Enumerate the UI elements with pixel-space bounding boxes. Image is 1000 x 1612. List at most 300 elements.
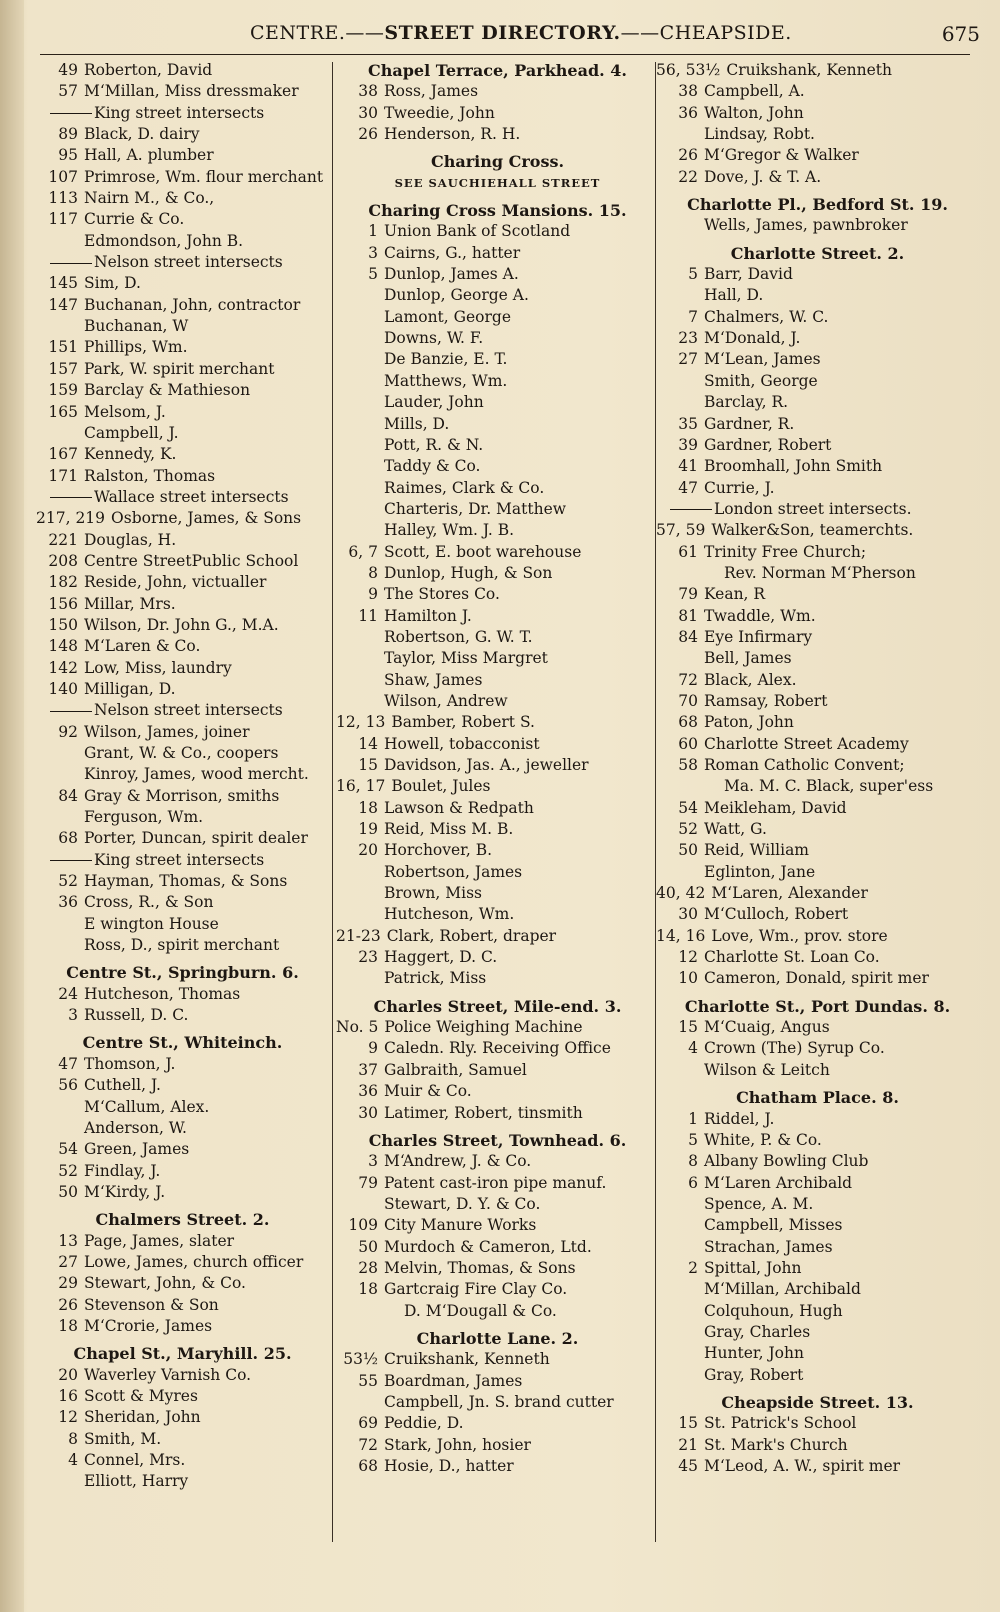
directory-entry [340, 392, 655, 413]
entry-name: Galbraith, Samuel [384, 1060, 527, 1079]
entry-name: Osborne, James, & Sons [111, 509, 302, 528]
directory-entry [40, 551, 325, 572]
directory-entry [40, 316, 325, 337]
entry-name: Halley, Wm. J. B. [384, 521, 515, 540]
house-number: 70 [678, 691, 698, 710]
entry-name: Barclay, R. [704, 393, 789, 412]
directory-entry [660, 456, 975, 477]
directory-entry [340, 1349, 655, 1370]
entry-name: City Manure Works [384, 1216, 537, 1235]
house-number: 14 [358, 734, 378, 753]
house-number: 28 [358, 1258, 378, 1277]
directory-entry [40, 1118, 325, 1139]
entry-name: Smith, George [704, 371, 818, 390]
directory-entry [340, 840, 655, 861]
directory-entry [336, 712, 655, 733]
house-number: 52 [58, 872, 78, 891]
entry-name: Eglinton, Jane [704, 862, 816, 881]
directory-entry [40, 764, 325, 785]
entry-name: Matthews, Wm. [384, 371, 508, 390]
directory-entry [340, 1081, 655, 1102]
entry-name: Bell, James [704, 649, 792, 668]
house-number: 61 [678, 542, 698, 561]
directory-entry [40, 594, 325, 615]
directory-entry [40, 892, 325, 913]
directory-entry [660, 392, 975, 413]
directory-entry [340, 371, 655, 392]
house-number: 15 [678, 1018, 698, 1037]
directory-entry [660, 755, 975, 776]
entry-name: Ma. M. C. Black, super'ess [724, 777, 934, 796]
house-number: 9 [368, 585, 378, 604]
intersect-line [40, 850, 325, 871]
directory-entry [40, 935, 325, 956]
entry-name: Scott & Myres [84, 1386, 198, 1405]
intersect-line [40, 252, 325, 273]
entry-name: White, P. & Co. [704, 1130, 822, 1149]
directory-entry [340, 1237, 655, 1258]
directory-entry [340, 1215, 655, 1236]
directory-entry [40, 273, 325, 294]
directory-entry [40, 359, 325, 380]
directory-entry [660, 1322, 975, 1343]
directory-entry [40, 1252, 325, 1273]
entry-name: De Banzie, E. T. [384, 350, 508, 369]
entry-name: Raimes, Clark & Co. [384, 478, 545, 497]
house-number: 24 [58, 984, 78, 1003]
directory-entry [40, 984, 325, 1005]
entry-name: M‘Leod, A. W., spirit mer [704, 1457, 901, 1475]
entry-name: Campbell, Jn. S. brand cutter [384, 1392, 614, 1411]
directory-entry [660, 670, 975, 691]
entry-name: Horchover, B. [384, 841, 493, 860]
entry-name: Eye Infirmary [704, 627, 813, 646]
house-number: 53½ [343, 1350, 378, 1369]
book-gutter [0, 0, 24, 1612]
entry-name: Sim, D. [84, 274, 141, 293]
directory-entry [340, 947, 655, 968]
header-right: CHEAPSIDE. [659, 22, 792, 44]
directory-entry [660, 145, 975, 166]
house-number: 113 [48, 189, 78, 208]
entry-name: Meikleham, David [704, 798, 847, 817]
directory-entry [660, 1365, 975, 1386]
directory-entry [660, 862, 975, 883]
house-number: 2 [688, 1258, 698, 1277]
house-number: 30 [678, 905, 698, 924]
house-number: 37 [358, 1060, 378, 1079]
entry-name: Ross, D., spirit merchant [84, 936, 280, 955]
directory-entry [340, 456, 655, 477]
house-number: 148 [48, 637, 78, 656]
house-number: 182 [48, 573, 78, 592]
entry-name: Cruikshank, Kenneth [384, 1350, 550, 1369]
entry-name: Wilson, Dr. John G., M.A. [84, 615, 279, 634]
house-number: 7 [688, 307, 698, 326]
house-number: 117 [48, 210, 78, 229]
entry-name: Patrick, Miss [384, 969, 487, 988]
entry-name: Waverley Varnish Co. [84, 1365, 252, 1384]
street-heading: Charing Cross. [430, 152, 565, 172]
directory-entry [40, 1386, 325, 1407]
intersect-dash [670, 509, 712, 510]
entry-name: Walker&Son, teamerchts. [711, 521, 914, 540]
page-number: 675 [941, 22, 980, 46]
intersect-line [660, 499, 975, 520]
directory-entry [660, 103, 975, 124]
directory-entry [336, 1017, 655, 1038]
house-number: 23 [678, 329, 698, 348]
directory-entry [340, 819, 655, 840]
directory-entry [40, 679, 325, 700]
directory-entry [340, 435, 655, 456]
directory-entry [40, 167, 325, 188]
directory-entry [660, 563, 975, 584]
entry-name: M‘Gregor & Walker [704, 146, 859, 165]
entry-name: Bamber, Robert S. [391, 713, 535, 732]
directory-entry [660, 1130, 975, 1151]
directory-entry [340, 862, 655, 883]
house-number: 72 [358, 1435, 378, 1454]
house-number: 36 [358, 1082, 378, 1101]
entry-name: Spence, A. M. [704, 1194, 814, 1213]
column-1 [36, 60, 325, 1493]
directory-entry [40, 1316, 325, 1337]
directory-entry [660, 124, 975, 145]
house-number: 36 [58, 893, 78, 912]
entry-name: Lowe, James, church officer [84, 1252, 304, 1271]
directory-entry [40, 914, 325, 935]
directory-entry [40, 423, 325, 444]
directory-entry [40, 188, 325, 209]
entry-name: Primrose, Wm. flour merchant [84, 167, 324, 186]
entry-name: The Stores Co. [384, 585, 500, 604]
directory-entry [40, 209, 325, 230]
directory-entry [660, 1017, 975, 1038]
directory-entry [40, 444, 325, 465]
house-number: 150 [48, 615, 78, 634]
header-rule [40, 54, 970, 55]
entry-name: Love, Wm., prov. store [711, 926, 888, 945]
entry-name: M‘Kirdy, J. [84, 1182, 166, 1201]
entry-name: Muir & Co. [384, 1082, 472, 1101]
street-heading: Centre St., Whiteinch. [82, 1033, 283, 1053]
house-number: 156 [48, 594, 78, 613]
entry-name: Peddie, D. [384, 1414, 464, 1433]
directory-entry [40, 1295, 325, 1316]
directory-entry [660, 1038, 975, 1059]
entry-name: Ralston, Thomas [84, 466, 216, 485]
house-number: 16 [58, 1386, 78, 1405]
entry-name: Grant, W. & Co., coopers [84, 744, 279, 762]
house-number: 38 [358, 82, 378, 101]
directory-entry [660, 904, 975, 925]
entry-name: Shaw, James [384, 670, 483, 689]
directory-entry [660, 584, 975, 605]
entry-name: Dunlop, George A. [384, 286, 529, 305]
directory-entry [340, 1151, 655, 1172]
house-number: 45 [678, 1457, 698, 1475]
house-number: 55 [358, 1371, 378, 1390]
entry-name: Millar, Mrs. [84, 594, 176, 613]
header-center: STREET DIRECTORY. [384, 22, 621, 44]
entry-name: Sheridan, John [84, 1408, 201, 1427]
house-number: 12 [678, 948, 698, 967]
house-number: 11 [358, 606, 378, 625]
entry-name: Park, W. spirit merchant [84, 359, 275, 378]
directory-entry [340, 1371, 655, 1392]
directory-entry [660, 968, 975, 989]
directory-entry [340, 285, 655, 306]
directory-entry [40, 871, 325, 892]
entry-name: Stewart, D. Y. & Co. [384, 1194, 541, 1213]
entry-name: Connel, Mrs. [84, 1451, 186, 1469]
intersect-dash [50, 860, 92, 861]
house-number: 47 [678, 478, 698, 497]
entry-name: Wilson & Leitch [704, 1060, 830, 1079]
entry-name: Albany Bowling Club [704, 1152, 869, 1171]
entry-name: Cuthell, J. [84, 1076, 161, 1095]
entry-name: Ramsay, Robert [704, 691, 828, 710]
house-number: 20 [358, 841, 378, 860]
entry-name: Rev. Norman M‘Pherson [724, 563, 916, 582]
entry-name: Mills, D. [384, 414, 450, 433]
house-number: 50 [58, 1182, 78, 1201]
directory-entry [340, 883, 655, 904]
directory-entry [660, 606, 975, 627]
directory-entry [660, 947, 975, 968]
entry-name: Lauder, John [384, 393, 484, 412]
page-header [40, 18, 980, 52]
house-number: 29 [58, 1274, 78, 1293]
directory-entry [660, 264, 975, 285]
entry-name: Taddy & Co. [384, 457, 481, 476]
directory-entry [340, 734, 655, 755]
house-number: 6, 7 [348, 542, 378, 561]
entry-name: Campbell, J. [84, 423, 179, 442]
house-number: 26 [58, 1295, 78, 1314]
house-number: 1 [368, 222, 378, 241]
house-number: 221 [48, 530, 78, 549]
entry-name: Roberton, David [84, 61, 213, 79]
entry-name: Gray & Morrison, smiths [84, 786, 280, 805]
header-dash-right: —— [620, 22, 660, 44]
entry-name: Reside, John, victualler [84, 573, 267, 592]
directory-entry [660, 627, 975, 648]
header-left: CENTRE. [250, 22, 346, 44]
directory-entry [340, 1173, 655, 1194]
directory-entry [340, 691, 655, 712]
directory-entry [660, 776, 975, 797]
entry-name: Boulet, Jules [391, 777, 491, 796]
house-number: 5 [368, 265, 378, 284]
house-number: 4 [688, 1039, 698, 1058]
entry-name: Spittal, John [704, 1258, 802, 1277]
entry-name: Davidson, Jas. A., jeweller [384, 756, 589, 774]
directory-entry [40, 380, 325, 401]
entry-name: Hall, D. [704, 286, 764, 305]
entry-name: Broomhall, John Smith [704, 457, 883, 476]
house-number: 79 [358, 1173, 378, 1192]
entry-name: Nairn M., & Co., [84, 189, 215, 208]
intersect-dash [50, 113, 92, 114]
house-number: 22 [678, 167, 698, 186]
directory-entry [340, 542, 655, 563]
intersect-text: Nelson street intersects [94, 701, 283, 720]
directory-entry [40, 615, 325, 636]
house-number: 92 [58, 722, 78, 741]
street-heading: Centre St., Springburn. 6. [66, 963, 299, 983]
directory-entry [660, 542, 975, 563]
intersect-text: Nelson street intersects [94, 253, 283, 272]
directory-entry [340, 904, 655, 925]
house-number: 27 [678, 350, 698, 369]
entry-name: Dove, J. & T. A. [704, 167, 822, 186]
directory-entry [340, 1279, 655, 1300]
directory-entry [340, 563, 655, 584]
entry-name: Ross, James [384, 82, 479, 101]
directory-entry [660, 1301, 975, 1322]
house-number: 151 [48, 338, 78, 357]
entry-name: Strachan, James [704, 1237, 833, 1256]
entry-name: Union Bank of Scotland [384, 222, 571, 241]
entry-name: Riddel, J. [704, 1109, 775, 1128]
house-number: 16, 17 [336, 777, 386, 796]
directory-entry [40, 743, 325, 764]
house-number: 8 [688, 1152, 698, 1171]
directory-entry [40, 786, 325, 807]
directory-entry [340, 755, 655, 776]
entry-name: Cross, R., & Son [84, 893, 214, 912]
entry-name: Pott, R. & N. [384, 435, 484, 454]
directory-entry [40, 1450, 325, 1471]
house-number: 109 [348, 1216, 378, 1235]
house-number: 57 [58, 82, 78, 101]
directory-entry [340, 1103, 655, 1124]
house-number: 4 [68, 1451, 78, 1469]
entry-name: Twaddle, Wm. [704, 606, 816, 625]
house-number: 68 [358, 1457, 378, 1475]
house-number: 35 [678, 414, 698, 433]
house-number: 12 [58, 1408, 78, 1427]
intersect-text: Wallace street intersects [94, 487, 289, 506]
directory-entry [40, 145, 325, 166]
directory-entry [40, 60, 325, 81]
entry-name: Robertson, James [384, 862, 523, 881]
entry-name: Buchanan, John, contractor [84, 295, 301, 314]
directory-entry [660, 819, 975, 840]
cross-reference-note: SEE SAUCHIEHALL STREET [394, 175, 601, 190]
house-number: 40, 42 [656, 884, 706, 903]
directory-entry [660, 1279, 975, 1300]
directory-entry [40, 466, 325, 487]
house-number: No. 5 [336, 1018, 379, 1037]
directory-entry [340, 243, 655, 264]
entry-name: Currie, J. [704, 478, 775, 497]
intersect-dash [50, 263, 92, 264]
house-number: 27 [58, 1252, 78, 1271]
intersect-dash [50, 711, 92, 712]
house-number: 23 [358, 948, 378, 967]
house-number: 72 [678, 670, 698, 689]
entry-name: Phillips, Wm. [84, 338, 188, 357]
house-number: 69 [358, 1414, 378, 1433]
directory-entry [40, 337, 325, 358]
directory-entry [660, 1258, 975, 1279]
entry-name: M‘Callum, Alex. [84, 1097, 210, 1116]
intersect-text: King street intersects [94, 850, 265, 869]
entry-name: Dunlop, James A. [384, 265, 519, 284]
directory-entry [40, 1365, 325, 1386]
directory-entry [40, 1273, 325, 1294]
directory-entry [660, 1215, 975, 1236]
entry-name: Trinity Free Church; [704, 542, 867, 561]
house-number: 68 [678, 713, 698, 732]
directory-entry [340, 478, 655, 499]
house-number: 13 [58, 1231, 78, 1250]
directory-entry [660, 81, 975, 102]
directory-entry [40, 124, 325, 145]
entry-name: Howell, tobacconist [384, 734, 540, 753]
house-number: 208 [48, 551, 78, 570]
directory-entry [660, 285, 975, 306]
directory-entry [660, 349, 975, 370]
entry-name: Scott, E. boot warehouse [384, 542, 582, 561]
house-number: 3 [368, 1152, 378, 1171]
directory-entry [660, 435, 975, 456]
entry-name: Buchanan, W [84, 317, 189, 336]
house-number: 145 [48, 274, 78, 293]
directory-entry [40, 530, 325, 551]
entry-name: Barclay & Mathieson [84, 381, 251, 400]
house-number: 14, 16 [656, 926, 706, 945]
entry-name: Gartcraig Fire Clay Co. [384, 1280, 568, 1299]
house-number: 39 [678, 435, 698, 454]
house-number: 107 [48, 167, 78, 186]
house-number: 18 [58, 1316, 78, 1335]
house-number: 5 [688, 1130, 698, 1149]
street-heading: Chatham Place. 8. [736, 1088, 899, 1108]
directory-entry [340, 264, 655, 285]
entry-name: Gray, Robert [704, 1365, 804, 1384]
entry-name: Gardner, R. [704, 414, 795, 433]
house-number: 6 [688, 1173, 698, 1192]
entry-name: Watt, G. [704, 820, 767, 839]
directory-entry [40, 828, 325, 849]
entry-name: Gray, Charles [704, 1322, 811, 1341]
house-number: 47 [58, 1054, 78, 1073]
directory-entry [40, 231, 325, 252]
house-number: 12, 13 [336, 713, 386, 732]
directory-entry [340, 499, 655, 520]
directory-entry [340, 103, 655, 124]
entry-name: Henderson, R. H. [384, 125, 521, 144]
directory-entry [660, 414, 975, 435]
directory-entry [340, 1258, 655, 1279]
house-number: 3 [368, 243, 378, 262]
directory-entry [336, 776, 655, 797]
house-number: 1 [688, 1109, 698, 1128]
house-number: 50 [678, 841, 698, 860]
entry-name: Charlotte St. Loan Co. [704, 948, 880, 967]
street-heading: Charlotte Street. 2. [730, 243, 905, 263]
entry-name: Latimer, Robert, tinsmith [384, 1103, 583, 1122]
directory-entry [660, 798, 975, 819]
directory-entry [660, 1151, 975, 1172]
house-number: 52 [58, 1161, 78, 1180]
house-number: 89 [58, 125, 78, 144]
entry-name: Thomson, J. [84, 1054, 176, 1073]
